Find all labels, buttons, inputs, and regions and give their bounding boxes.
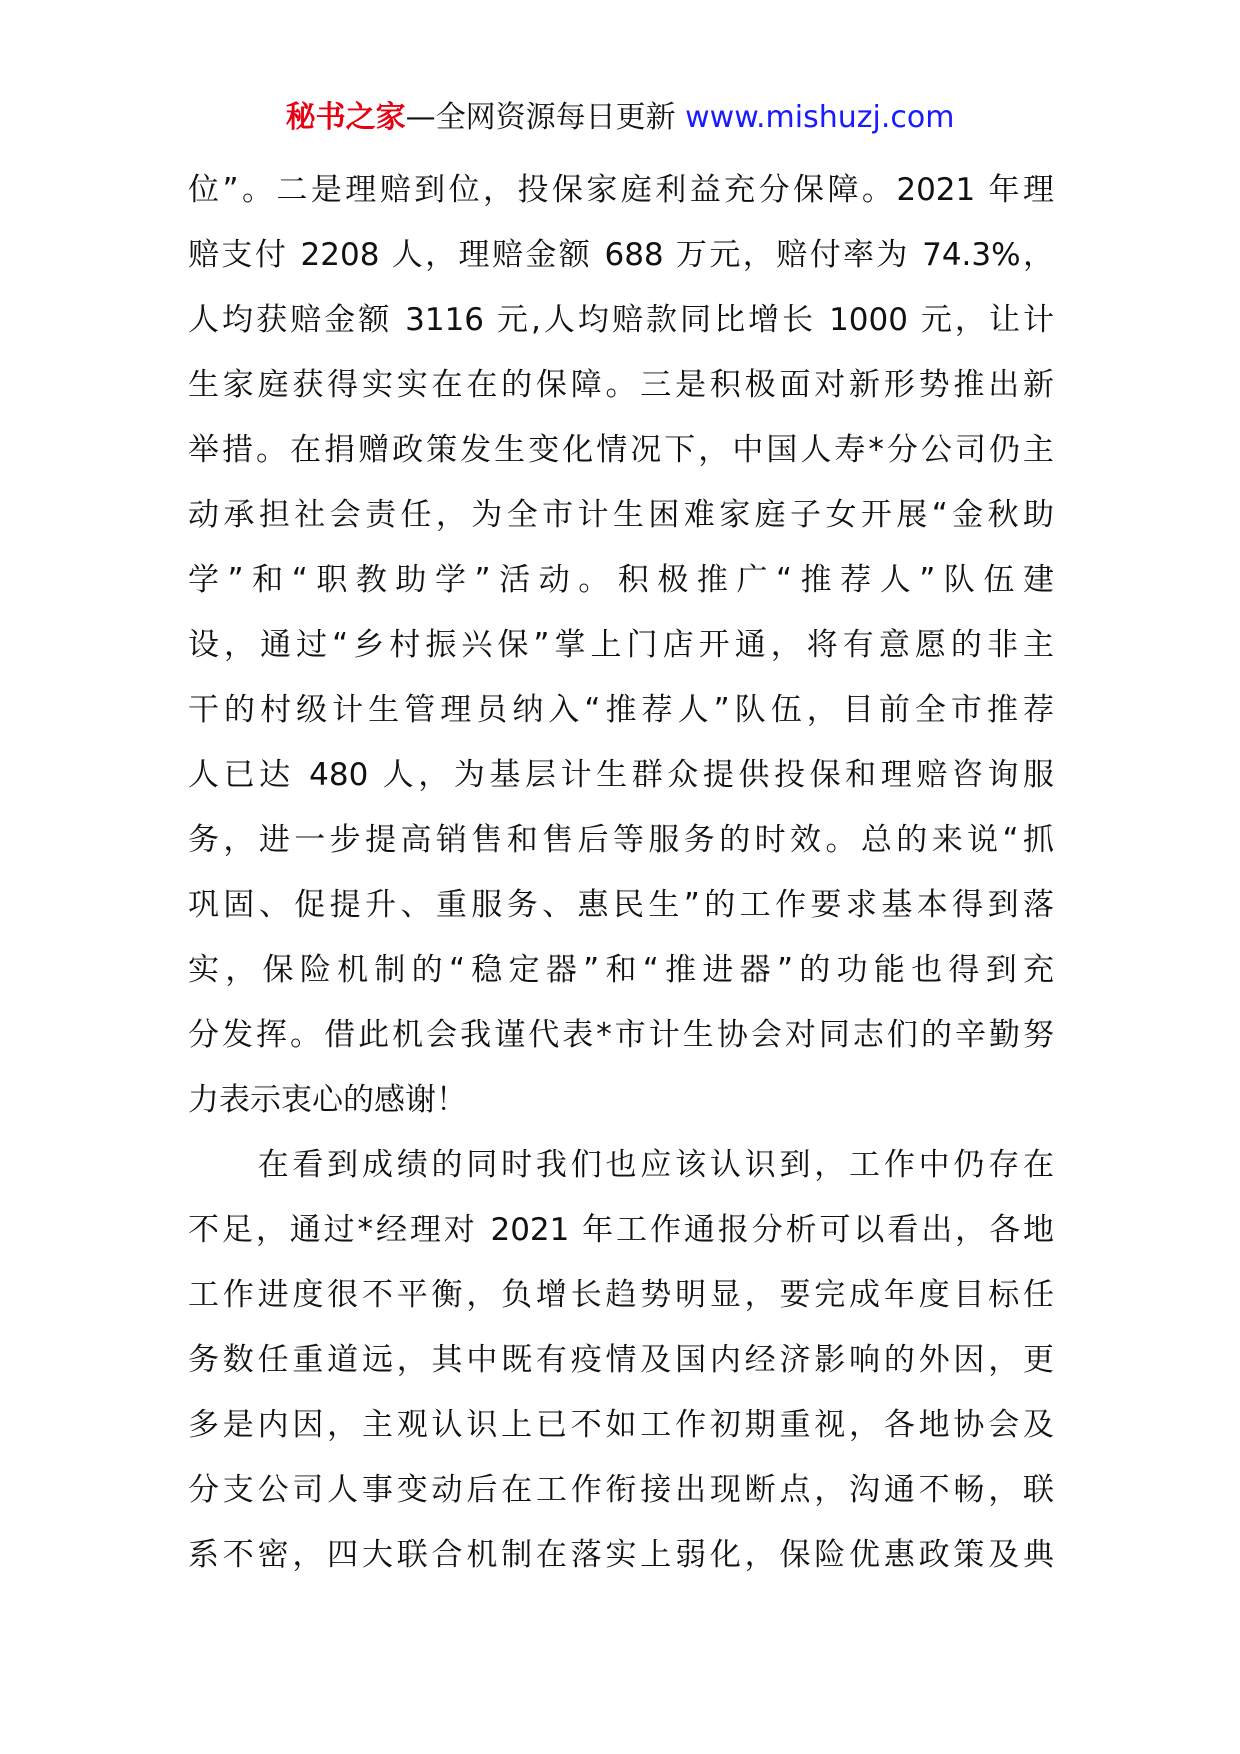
header-tagline: —全网资源每日更新 <box>405 100 676 135</box>
brand-name: 秘书之家 <box>285 100 406 135</box>
body-line: 分支公司人事变动后在工作衔接出现断点，沟通不畅，联 <box>188 1472 1054 1508</box>
body-line: 人均获赔金额 3116 元,人均赔款同比增长 1000 元，让计 <box>188 302 1054 338</box>
body-line: 力表示衷心的感谢！ <box>188 1082 467 1118</box>
body-line: 在看到成绩的同时我们也应该认识到，工作中仍存在 <box>188 1147 1054 1183</box>
site-header <box>0 98 1240 138</box>
body-line: 巩固、促提升、重服务、惠民生”的工作要求基本得到落 <box>188 887 1054 923</box>
body-line: 实，保险机制的“稳定器”和“推进器”的功能也得到充 <box>188 952 1054 988</box>
body-line: 分发挥。借此机会我谨代表*市计生协会对同志们的辛勤努 <box>188 1017 1054 1053</box>
body-line: 干的村级计生管理员纳入“推荐人”队伍，目前全市推荐 <box>188 692 1054 728</box>
body-line: 多是内因，主观认识上已不如工作初期重视，各地协会及 <box>188 1407 1054 1443</box>
body-line: 人已达 480 人，为基层计生群众提供投保和理赔咨询服 <box>188 757 1054 793</box>
body-line: 务，进一步提高销售和售后等服务的时效。总的来说“抓 <box>188 822 1054 858</box>
body-line: 系不密，四大联合机制在落实上弱化，保险优惠政策及典 <box>188 1537 1054 1573</box>
document-body <box>188 158 1054 1588</box>
body-line: 不足，通过*经理对 2021 年工作通报分析可以看出，各地 <box>188 1212 1054 1248</box>
body-line: 学”和“职教助学”活动。积极推广“推荐人”队伍建 <box>188 562 1054 598</box>
body-line: 举措。在捐赠政策发生变化情况下，中国人寿*分公司仍主 <box>188 432 1054 468</box>
body-line: 赔支付 2208 人，理赔金额 688 万元，赔付率为 74.3%， <box>188 237 1054 273</box>
body-line: 设，通过“乡村振兴保”掌上门店开通，将有意愿的非主 <box>188 627 1054 663</box>
body-line: 动承担社会责任，为全市计生困难家庭子女开展“金秋助 <box>188 497 1054 533</box>
body-line: 生家庭获得实实在在的保障。三是积极面对新形势推出新 <box>188 367 1054 403</box>
body-line: 位”。二是理赔到位，投保家庭利益充分保障。2021 年理 <box>188 172 1054 208</box>
body-line: 工作进度很不平衡，负增长趋势明显，要完成年度目标任 <box>188 1277 1054 1313</box>
body-line: 务数任重道远，其中既有疫情及国内经济影响的外因，更 <box>188 1342 1054 1378</box>
site-url-link[interactable]: www.mishuzj.com <box>685 100 955 135</box>
